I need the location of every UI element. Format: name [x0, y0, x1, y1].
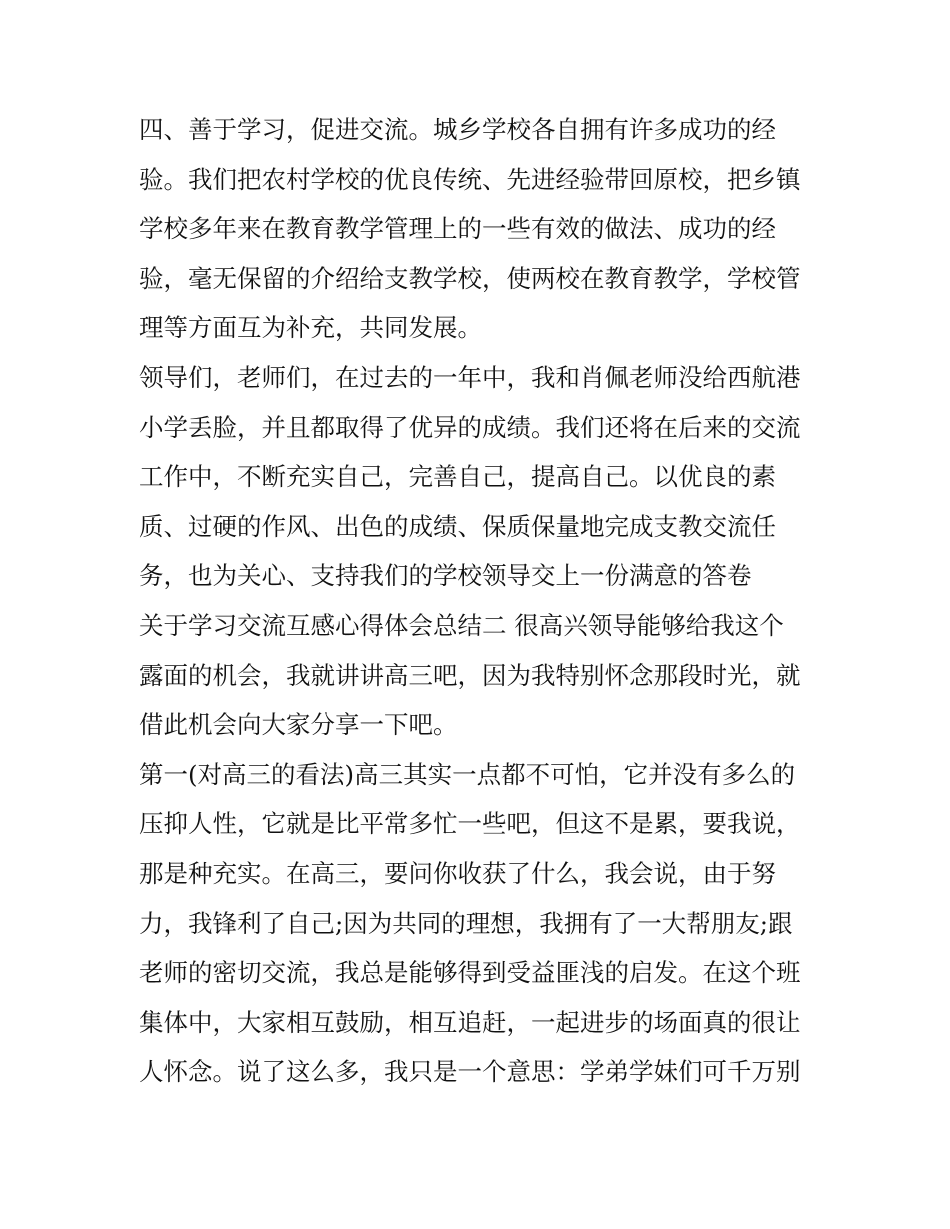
- text-line: 集体中，大家相互鼓励，相互追赶，一起进步的场面真的很让: [139, 1007, 801, 1037]
- text-line: 露面的机会，我就讲讲高三吧，因为我特别怀念那段时光，就: [139, 660, 801, 690]
- text-line: 质、过硬的作风、出色的成绩、保质保量地完成支教交流任: [139, 511, 776, 541]
- text-line: 老师的密切交流，我总是能够得到受益匪浅的启发。在这个班: [139, 958, 801, 988]
- text-line: 理等方面互为补充，共同发展。: [139, 313, 482, 343]
- text-line: 领导们，老师们，在过去的一年中，我和肖佩老师没给西航港: [139, 362, 801, 392]
- text-line: 关于学习交流互感心得体会总结二 很高兴领导能够给我这个: [139, 610, 784, 640]
- text-line: 务，也为关心、支持我们的学校领导交上一份满意的答卷: [139, 561, 752, 591]
- text-line: 借此机会向大家分享一下吧。: [139, 710, 458, 740]
- text-line: 压抑人性，它就是比平常多忙一些吧，但这不是累，要我说，: [139, 809, 801, 839]
- text-line: 力，我锋利了自己;因为共同的理想，我拥有了一大帮朋友;跟: [139, 908, 793, 938]
- text-line: 验，毫无保留的介绍给支教学校，使两校在教育教学，学校管: [139, 263, 801, 293]
- text-line: 那是种充实。在高三，要问你收获了什么，我会说，由于努: [139, 858, 776, 888]
- text-line: 学校多年来在教育教学管理上的一些有效的做法、成功的经: [139, 214, 776, 244]
- text-line: 四、善于学习，促进交流。城乡学校各自拥有许多成功的经: [139, 115, 776, 144]
- text-line: 验。我们把农村学校的优良传统、先进经验带回原校，把乡镇: [139, 164, 801, 194]
- text-line: 工作中，不断充实自己，完善自己，提高自己。以优良的素: [139, 462, 776, 492]
- text-line: 第一(对高三的看法)高三其实一点都不可怕，它并没有多么的: [139, 759, 796, 789]
- text-line: 小学丢脸，并且都取得了优异的成绩。我们还将在后来的交流: [139, 412, 801, 442]
- document-body: [139, 110, 819, 1102]
- text-line: 人怀念。说了这么多，我只是一个意思：学弟学妹们可千万别: [139, 1057, 801, 1087]
